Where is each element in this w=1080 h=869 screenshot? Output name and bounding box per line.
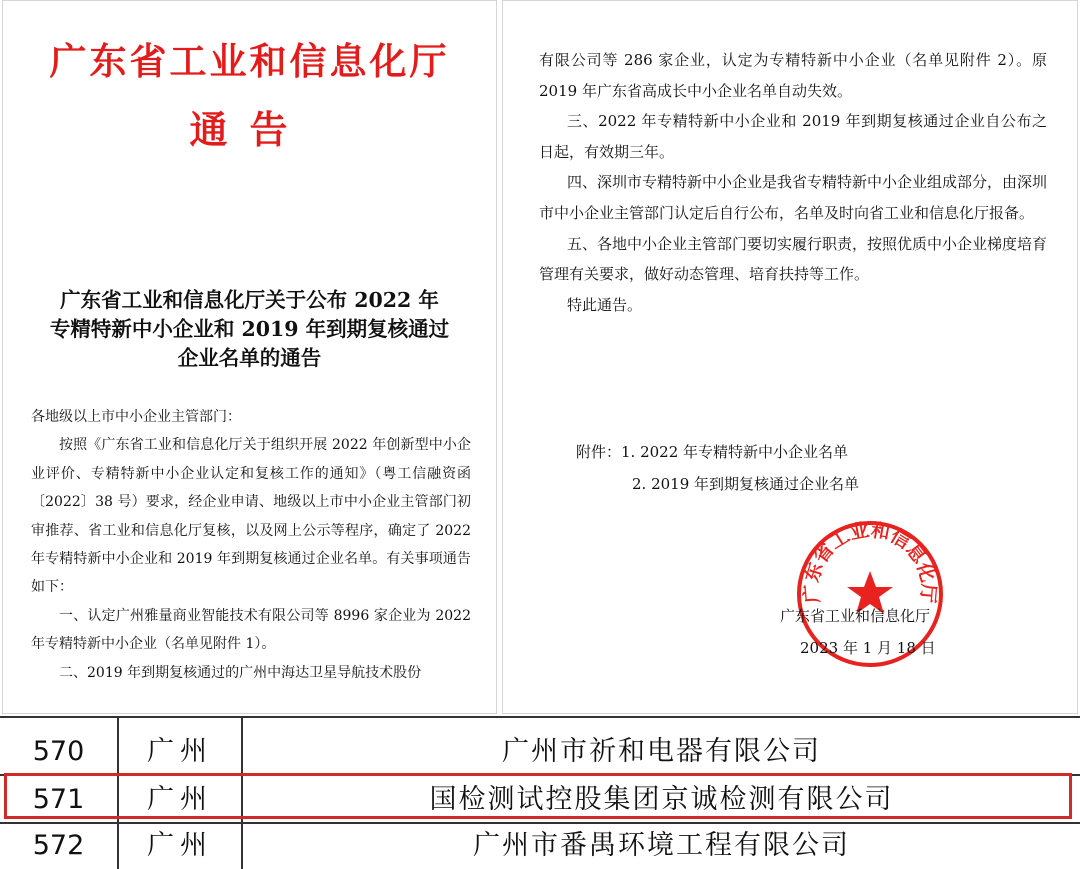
red-header-notice: 通告 [189,107,310,152]
body-paragraph: 四、深圳市专精特新中小企业是我省专精特新中小企业组成部分，由深圳市中小企业主管部门认定后自行公布，名单及时向省工业和信息化厅报备。 [539,173,1048,222]
body-paragraph: 三、2022 年专精特新中小企业和 2019 年到期复核通过企业自公布之日起，有效期三年。 [539,112,1047,161]
body-paragraph: 二、2019 年到期复核通过的广州中海达卫星导航技术股份 [59,664,422,681]
row-number: 570 [32,736,85,767]
right-body-text [539,45,1047,320]
closing-line: 特此通告。 [567,295,643,314]
table-row [0,824,1080,868]
attachments-list [576,436,976,500]
row-company-name: 广州市祈和电器有限公司 [502,736,821,767]
table-divider [0,822,1080,824]
signature-date: 2023 年 1 月 18 日 [800,639,936,657]
salutation: 各地级以上市中小企业主管部门： [31,409,241,425]
row-city: 广州 [147,736,213,767]
body-paragraph: 有限公司等 286 家企业，认定为专精特新中小企业（名单见附件 2）。原 2019 年广东省高成长中小企业名单自动失效。 [539,51,1047,100]
row-company-name: 广州市番禺环境工程有限公司 [473,830,850,861]
row-company-name: 国检测试控股集团京诚检测有限公司 [429,784,894,815]
signature-org: 广东省工业和信息化厅 [780,607,931,625]
left-body-text [31,403,471,687]
heading-line: 广东省工业和信息化厅关于公布 2022 年 [60,288,439,312]
notice-heading [3,286,496,373]
body-paragraph: 一、认定广州雅量商业智能技术有限公司等 8996 家企业为 2022 年专精特新中小企业（名单见附件 1）。 [31,607,471,653]
heading-line: 专精特新中小企业和 2019 年到期复核通过 [49,317,450,341]
attachment-item: 2. 2019 年到期复核通过企业名单 [632,475,860,493]
row-number: 572 [32,830,85,861]
seal-text: 广东省工业和信息化厅 [800,519,940,604]
body-paragraph: 按照《广东省工业和信息化厅关于组织开展 2022 年创新型中小企业评价、专精特新中小企业认定和复核工作的通知》（粤工信融资函〔2022〕38 号）要求，经企业申请、地级以上市中小企业主管部门初审推荐、省工业和信息化厅复核，以及网上公示等程序，确定了 2022 年专精特新中小企业和 2019 年到期复核通过企业名单。有关事项通告如下： [31,437,471,596]
highlight-box [4,773,1072,819]
attachment-item: 附件：1. 2022 年专精特新中小企业名单 [576,443,849,461]
row-city: 广州 [147,784,213,815]
table-row [0,730,1080,774]
red-header-title: 广东省工业和信息化厅 [49,39,450,83]
row-city: 广州 [147,830,213,861]
body-paragraph: 五、各地中小企业主管部门要切实履行职责，按照优质中小企业梯度培育管理有关要求，做好动态管理、培育扶持等工作。 [539,234,1048,284]
heading-line: 企业名单的通告 [177,346,322,370]
row-number: 571 [32,784,85,815]
notice-page-left [2,0,497,714]
